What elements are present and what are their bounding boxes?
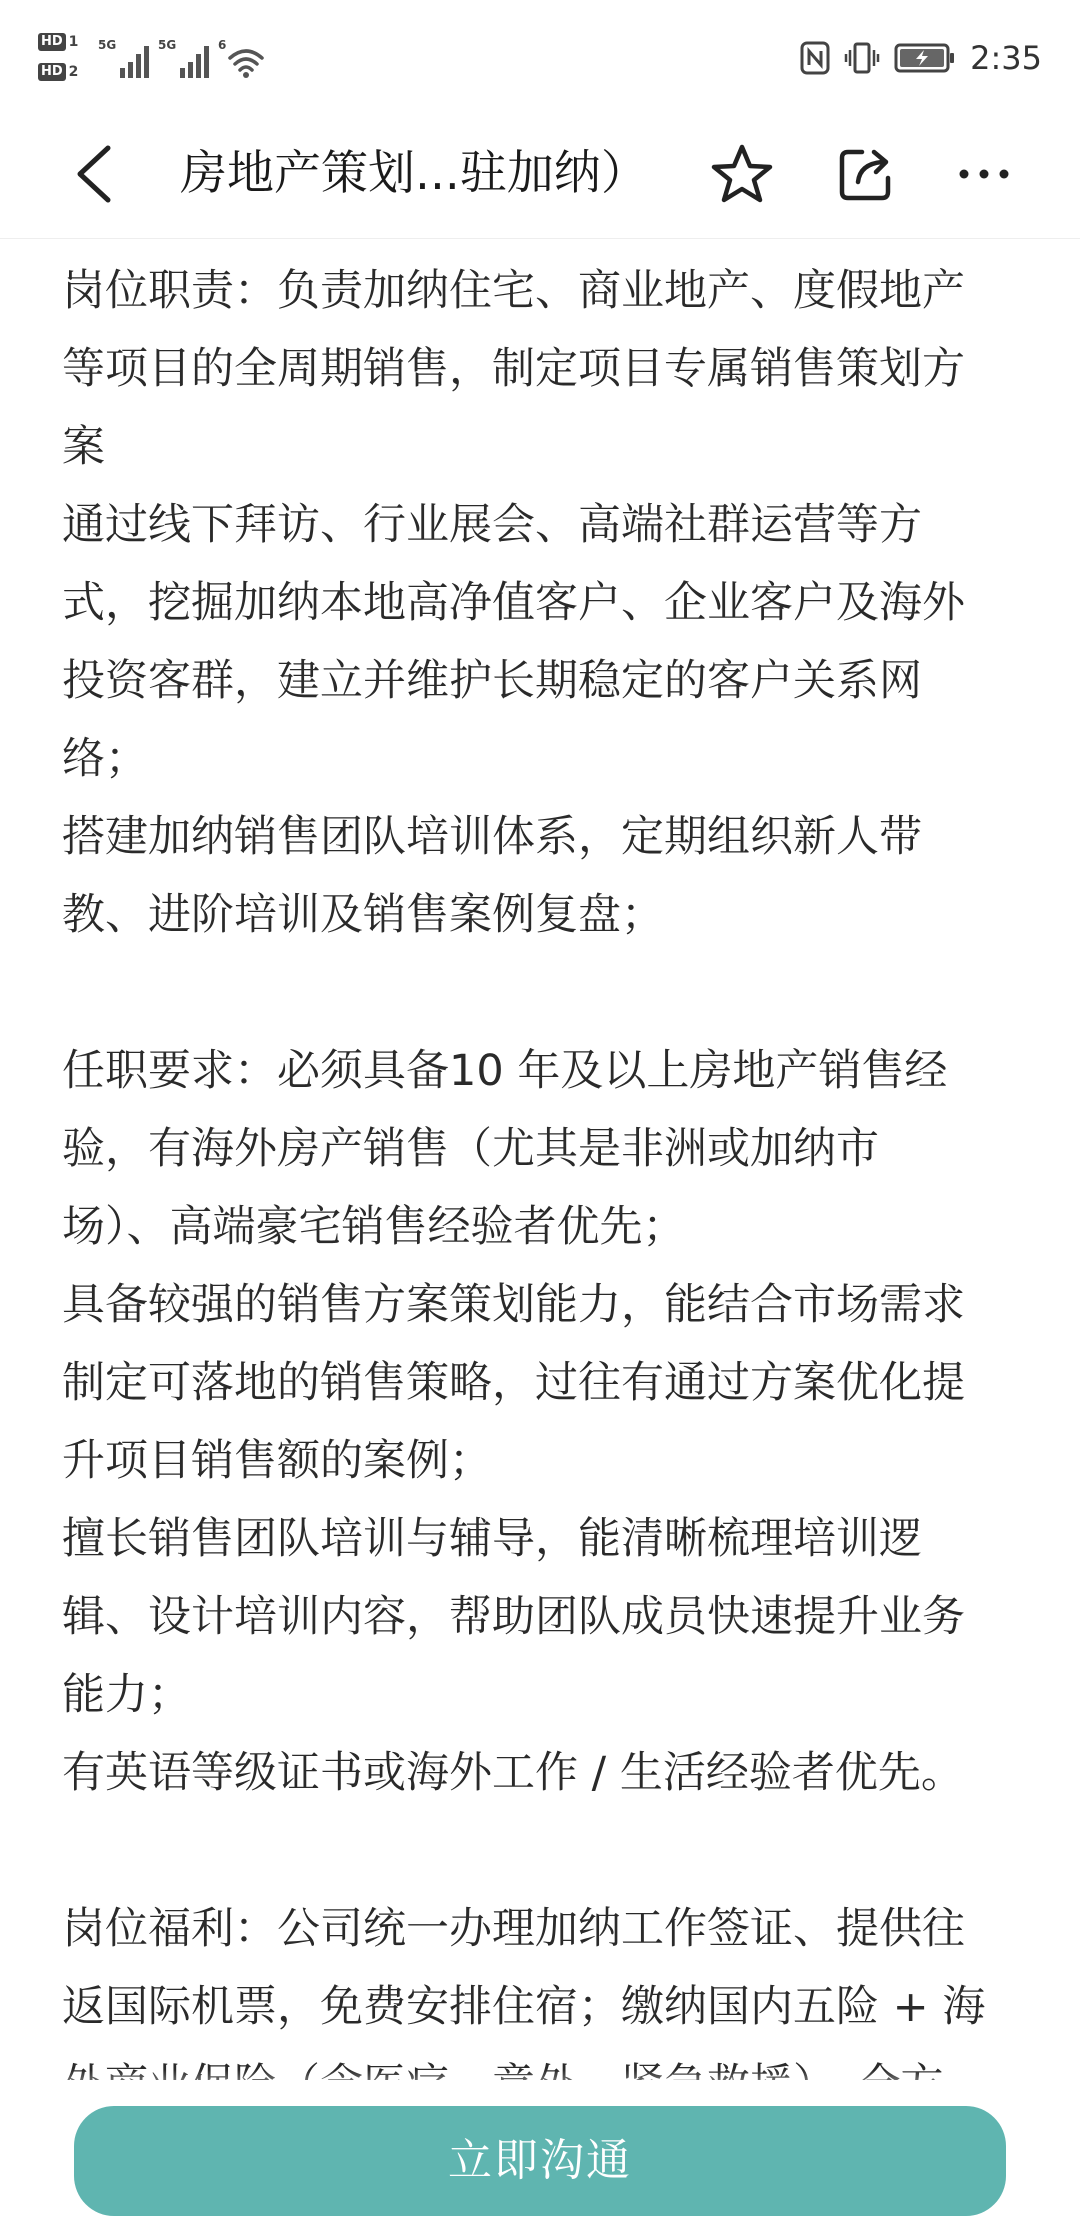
hd2-badge: HD bbox=[38, 63, 66, 81]
sim1-network-label: 5G bbox=[98, 38, 117, 52]
text-line: 升项目销售额的案例； bbox=[62, 1436, 492, 1486]
signal-bars-icon bbox=[118, 42, 154, 78]
hd1-number: 1 bbox=[68, 34, 79, 50]
text-line: 式，挖掘加纳本地高净值客户、企业客户及海外 bbox=[62, 578, 965, 628]
text-line: 搭建加纳销售团队培训体系，定期组织新人带 bbox=[62, 812, 922, 862]
star-icon bbox=[710, 143, 774, 205]
share-icon bbox=[836, 144, 896, 204]
wifi-icon bbox=[228, 46, 264, 78]
paragraph-gap bbox=[62, 954, 1022, 1032]
more-button[interactable] bbox=[944, 134, 1024, 214]
nfc-icon bbox=[800, 41, 830, 75]
text-line: 辑、设计培训内容，帮助团队成员快速提升业务 bbox=[62, 1592, 965, 1642]
vibrate-icon bbox=[844, 41, 880, 75]
back-button[interactable] bbox=[54, 134, 134, 214]
share-button[interactable] bbox=[826, 134, 906, 214]
text-line: 制定可落地的销售策略，过往有通过方案优化提 bbox=[62, 1358, 965, 1408]
text-line: 具备较强的销售方案策划能力，能结合市场需求 bbox=[62, 1280, 965, 1330]
favorite-button[interactable] bbox=[702, 134, 782, 214]
more-icon bbox=[958, 168, 1010, 180]
text-line: 岗位福利：公司统一办理加纳工作签证、提供往 bbox=[62, 1904, 965, 1954]
text-line: 验，有海外房产销售（尤其是非洲或加纳市 bbox=[62, 1124, 879, 1174]
text-line: 能力； bbox=[62, 1670, 191, 1720]
text-line: 场）、高端豪宅销售经验者优先； bbox=[62, 1202, 686, 1252]
wifi-status bbox=[218, 38, 264, 78]
text-line: 任职要求：必须具备10 年及以上房地产销售经 bbox=[62, 1046, 948, 1096]
hd2-indicator bbox=[38, 60, 88, 84]
sim2-signal bbox=[158, 38, 214, 78]
text-line: 通过线下拜访、行业展会、高端社群运营等方 bbox=[62, 500, 922, 550]
text-line: 擅长销售团队培训与辅导，能清晰梳理培训逻 bbox=[62, 1514, 922, 1564]
sim1-signal bbox=[98, 38, 154, 78]
text-line: 络； bbox=[62, 734, 148, 784]
text-line: 返国际机票，免费安排住宿；缴纳国内五险 + 海 bbox=[62, 1982, 986, 2032]
paragraph-gap bbox=[62, 1812, 1022, 1890]
text-line: 投资客群，建立并维护长期稳定的客户关系网 bbox=[62, 656, 922, 706]
text-line: 案 bbox=[62, 422, 105, 472]
chat-now-button[interactable]: 立即沟通 bbox=[74, 2106, 1006, 2216]
hd1-indicator bbox=[38, 30, 88, 54]
text-line: 教、进阶培训及销售案例复盘； bbox=[62, 890, 664, 940]
text-line: 岗位职责：负责加纳住宅、商业地产、度假地产 bbox=[62, 266, 965, 316]
sim2-network-label: 5G bbox=[158, 38, 177, 52]
back-arrow-icon bbox=[72, 144, 116, 204]
header bbox=[0, 110, 1080, 239]
hd-indicators bbox=[38, 30, 88, 90]
page-title: 房地产策划...驻加纳） bbox=[180, 146, 648, 201]
status-right-group bbox=[800, 36, 1042, 80]
status-bar bbox=[0, 0, 1080, 110]
signal-bars-icon bbox=[178, 42, 214, 78]
text-line: 有英语等级证书或海外工作 / 生活经验者优先。 bbox=[62, 1748, 964, 1798]
job-description bbox=[62, 252, 1022, 2082]
text-line: 等项目的全周期销售，制定项目专属销售策划方 bbox=[62, 344, 965, 394]
battery-charging-icon bbox=[894, 42, 956, 74]
hd2-number: 2 bbox=[68, 64, 79, 80]
wifi-label: 6 bbox=[218, 38, 227, 52]
status-time: 2:35 bbox=[970, 39, 1042, 77]
hd1-badge: HD bbox=[38, 33, 66, 51]
